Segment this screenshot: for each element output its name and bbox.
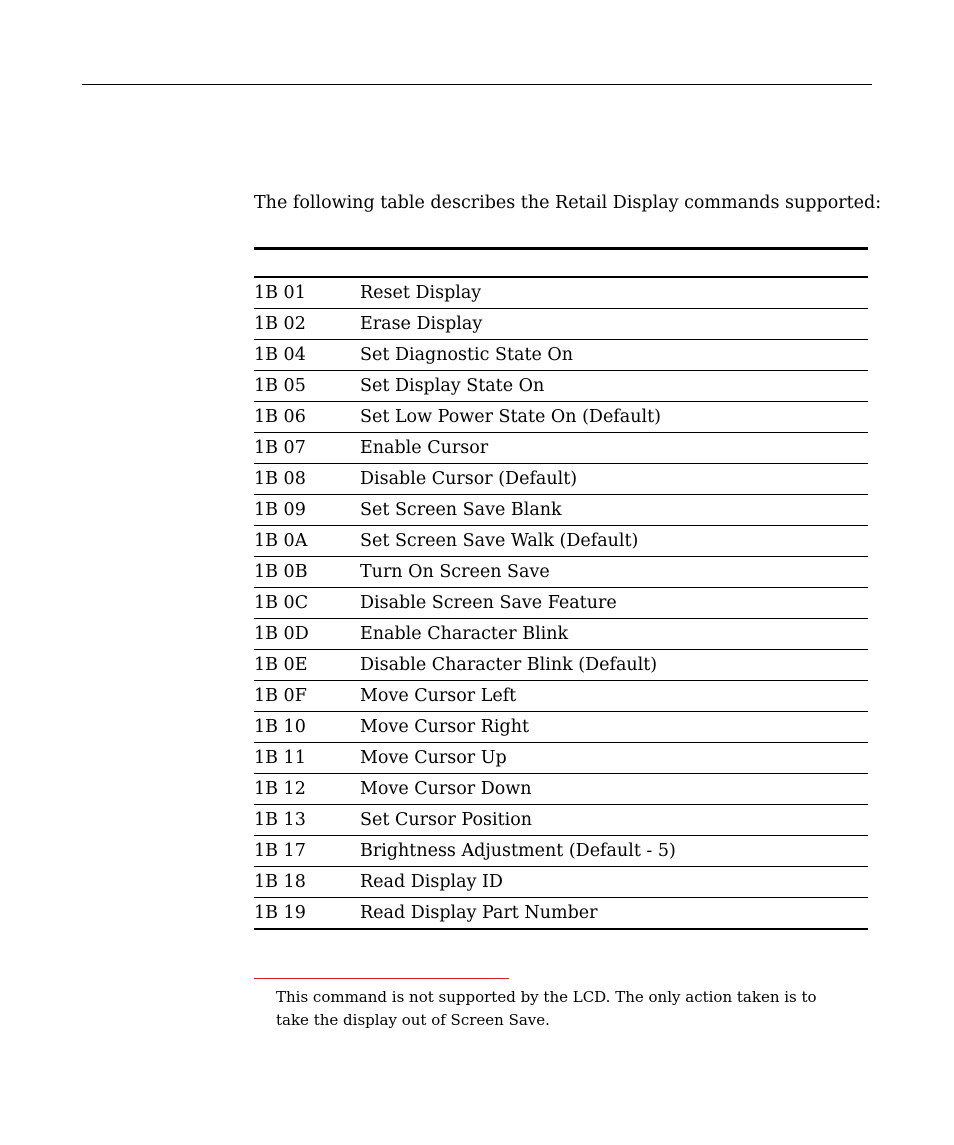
table-row	[254, 836, 868, 867]
commands-table-body	[254, 249, 868, 930]
command-description: Brightness Adjustment (Default - 5)	[360, 836, 868, 867]
command-code: 1B 10	[254, 712, 360, 743]
table-row	[254, 526, 868, 557]
table-row	[254, 402, 868, 433]
command-description: Set Low Power State On (Default)	[360, 402, 868, 433]
table-row	[254, 867, 868, 898]
command-code: 1B 09	[254, 495, 360, 526]
command-code: 1B 13	[254, 805, 360, 836]
command-code: 1B 0D	[254, 619, 360, 650]
command-description: Read Display ID	[360, 867, 868, 898]
command-code: 1B 17	[254, 836, 360, 867]
table-row	[254, 309, 868, 340]
command-code: 1B 05	[254, 371, 360, 402]
intro-paragraph: The following table describes the Retail Display commands supported:	[254, 193, 882, 213]
command-code: 1B 0F	[254, 681, 360, 712]
command-description: Set Screen Save Blank	[360, 495, 868, 526]
command-code: 1B 04	[254, 340, 360, 371]
table-row	[254, 898, 868, 930]
table-row	[254, 495, 868, 526]
command-description: Move Cursor Right	[360, 712, 868, 743]
column-header-code	[254, 249, 360, 278]
table-row	[254, 681, 868, 712]
command-description: Reset Display	[360, 277, 868, 309]
command-code: 1B 0A	[254, 526, 360, 557]
command-code: 1B 12	[254, 774, 360, 805]
command-description: Disable Character Blink (Default)	[360, 650, 868, 681]
table-row	[254, 557, 868, 588]
command-code: 1B 19	[254, 903, 306, 923]
table-row	[254, 277, 868, 309]
command-code: 1B 0B	[254, 557, 360, 588]
table-row	[254, 464, 868, 495]
footnote-rule	[254, 978, 509, 979]
command-code: 1B 01	[254, 277, 360, 309]
table-row	[254, 712, 868, 743]
command-description: Enable Character Blink	[360, 619, 868, 650]
command-description: Read Display Part Number	[360, 903, 598, 923]
table-row	[254, 433, 868, 464]
table-row	[254, 650, 868, 681]
command-description: Set Screen Save Walk (Default)	[360, 526, 868, 557]
command-description: Set Display State On	[360, 371, 868, 402]
footnote: This command is not supported by the LCD. The only action taken is to take the display out of Screen Save.	[276, 988, 817, 1029]
command-code: 1B 18	[254, 867, 360, 898]
command-description: Disable Screen Save Feature	[360, 588, 868, 619]
command-description: Set Cursor Position	[360, 805, 868, 836]
header-rule	[82, 84, 872, 85]
table-header-row	[254, 249, 868, 278]
command-code: 1B 02	[254, 309, 360, 340]
command-code: 1B 0C	[254, 588, 360, 619]
table-row	[254, 619, 868, 650]
command-description: Disable Cursor (Default)	[360, 464, 868, 495]
command-description: Set Diagnostic State On	[360, 340, 868, 371]
command-description: Enable Cursor	[360, 433, 868, 464]
table-row	[254, 340, 868, 371]
command-code: 1B 08	[254, 464, 360, 495]
table-row	[254, 774, 868, 805]
command-description: Erase Display	[360, 309, 868, 340]
command-description: Move Cursor Up	[360, 743, 868, 774]
table-row	[254, 588, 868, 619]
command-code: 1B 0E	[254, 650, 360, 681]
table-row	[254, 805, 868, 836]
command-description: Move Cursor Down	[360, 774, 868, 805]
command-code: 1B 06	[254, 402, 360, 433]
table-row	[254, 743, 868, 774]
command-description: Turn On Screen Save	[360, 557, 868, 588]
column-header-description	[360, 249, 868, 278]
commands-table	[254, 247, 868, 930]
command-code: 1B 11	[254, 743, 360, 774]
command-description: Move Cursor Left	[360, 681, 868, 712]
command-code: 1B 07	[254, 433, 360, 464]
table-row	[254, 371, 868, 402]
